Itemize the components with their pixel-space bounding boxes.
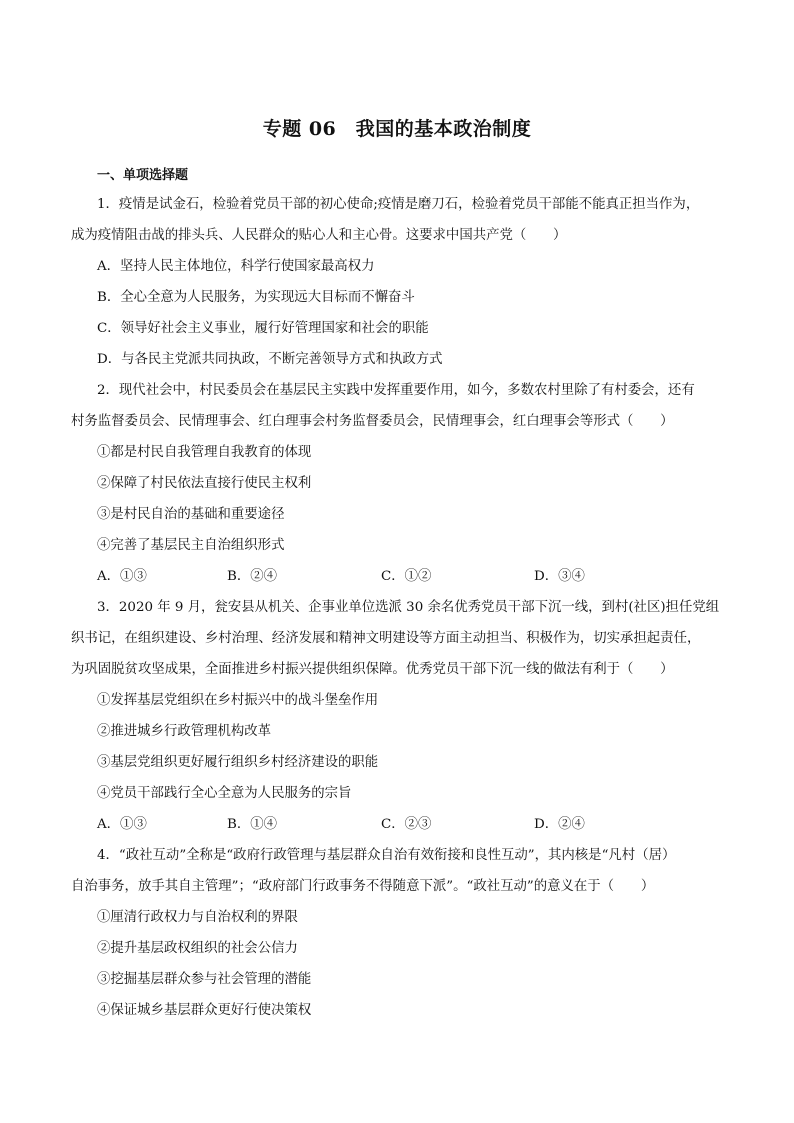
q2-option-d: D．③④ bbox=[534, 569, 585, 584]
q3-item-3: ③基层党组织更好履行组织乡村经济建设的职能 bbox=[97, 755, 379, 770]
q1-stem-line-1: 1．疫情是试金石，检验着党员干部的初心使命;疫情是磨刀石，检验着党员干部能不能真正担当作为， bbox=[97, 197, 700, 212]
q4-item-1: ①厘清行政权力与自治权利的界限 bbox=[97, 910, 298, 925]
q2-option-c: C．①② bbox=[381, 569, 432, 584]
q4-item-4: ④保证城乡基层群众更好行使决策权 bbox=[97, 1003, 312, 1018]
q1-option-b: B．全心全意为人民服务，为实现远大目标而不懈奋斗 bbox=[97, 290, 415, 305]
q4-stem-line-2: 自治事务，放手其自主管理”；“政府部门行政事务不得随意下派”。“政社互动”的意义在于（ ） bbox=[71, 879, 655, 894]
q2-option-a: A．①③ bbox=[97, 569, 147, 584]
q2-option-b: B．②④ bbox=[227, 569, 278, 584]
q2-stem-line-1: 2．现代社会中，村民委员会在基层民主实践中发挥重要作用，如今，多数农村里除了有村委会，还有 bbox=[97, 383, 695, 398]
q3-item-4: ④党员干部践行全心全意为人民服务的宗旨 bbox=[97, 786, 352, 801]
q2-item-2: ②保障了村民依法直接行使民主权利 bbox=[97, 476, 312, 491]
q2-item-4: ④完善了基层民主自治组织形式 bbox=[97, 538, 285, 553]
q4-item-3: ③挖掘基层群众参与社会管理的潜能 bbox=[97, 972, 312, 987]
q2-stem-line-2: 村务监督委员会、民情理事会、红白理事会村务监督委员会，民情理事会，红白理事会等形式（ ） bbox=[71, 414, 674, 429]
q3-option-b: B．①④ bbox=[227, 817, 278, 832]
q3-option-d: D．②④ bbox=[534, 817, 585, 832]
q3-stem-line-1: 3．2020 年 9 月，瓮安县从机关、企事业单位选派 30 余名优秀党员干部下沉一线，到村(社区)担任党组 bbox=[97, 600, 720, 615]
section-heading: 一、单项选择题 bbox=[97, 168, 189, 183]
q2-item-3: ③是村民自治的基础和重要途径 bbox=[97, 507, 285, 522]
q1-option-c: C．领导好社会主义事业，履行好管理国家和社会的职能 bbox=[97, 321, 429, 336]
q3-option-a: A．①③ bbox=[97, 817, 147, 832]
q4-item-2: ②提升基层政权组织的社会公信力 bbox=[97, 941, 298, 956]
q1-stem-line-2: 成为疫情阻击战的排头兵、人民群众的贴心人和主心骨。这要求中国共产党（ ） bbox=[71, 228, 567, 243]
q1-option-d: D．与各民主党派共同执政，不断完善领导方式和执政方式 bbox=[97, 352, 443, 367]
q3-item-2: ②推进城乡行政管理机构改革 bbox=[97, 724, 272, 739]
q3-option-c: C．②③ bbox=[381, 817, 432, 832]
page-title: 专题 06 我国的基本政治制度 bbox=[262, 118, 532, 140]
q3-stem-line-3: 为巩固脱贫攻坚成果，全面推进乡村振兴提供组织保障。优秀党员干部下沉一线的做法有利于（ ） bbox=[71, 662, 674, 677]
q2-item-1: ①都是村民自我管理自我教育的体现 bbox=[97, 445, 312, 460]
q3-stem-line-2: 织书记，在组织建设、乡村治理、经济发展和精神文明建设等方面主动担当、积极作为，切实承担起责任， bbox=[71, 631, 701, 646]
q4-stem-line-1: 4．“政社互动”全称是“政府行政管理与基层群众自治有效衔接和良性互动”，其内核是“凡村（居） bbox=[97, 848, 676, 863]
q3-item-1: ①发挥基层党组织在乡村振兴中的战斗堡垒作用 bbox=[97, 693, 379, 708]
q1-option-a: A．坚持人民主体地位，科学行使国家最高权力 bbox=[97, 259, 375, 274]
